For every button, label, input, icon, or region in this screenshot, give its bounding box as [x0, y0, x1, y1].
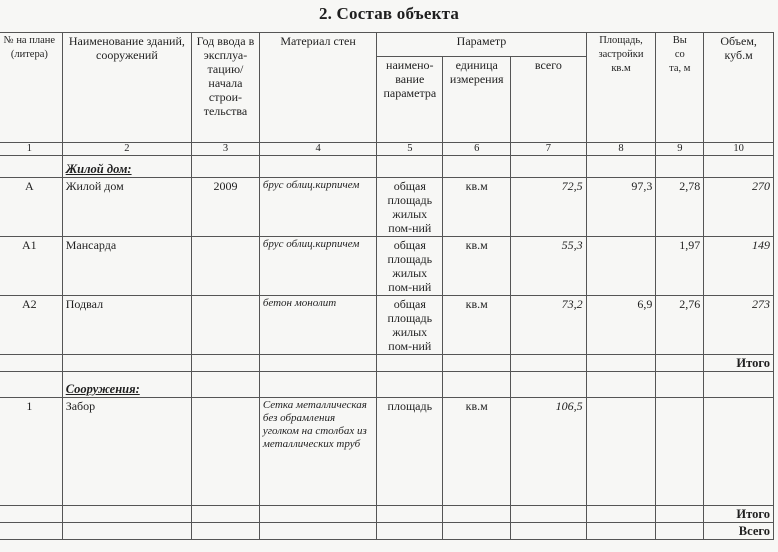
col-num-7: 7	[511, 143, 586, 156]
cell-height: 2,76	[656, 296, 704, 355]
column-number-row	[0, 143, 774, 156]
cell-name: Жилой дом	[62, 178, 191, 237]
itogo-row-structures	[0, 506, 774, 523]
cell-total: 55,3	[511, 237, 586, 296]
header-plan-number: № на плане (литера)	[0, 33, 62, 143]
table-row	[0, 296, 774, 355]
cell-total: 72,5	[511, 178, 586, 237]
cell-area	[586, 237, 656, 296]
col-num-1: 1	[0, 143, 62, 156]
header-row-1	[0, 33, 774, 57]
cell-unit: кв.м	[443, 398, 511, 506]
cell-volume: 149	[704, 237, 774, 296]
section-title-structures: Сооружения:	[62, 372, 191, 398]
cell-year	[192, 296, 260, 355]
cell-material: Сетка металлическая без обрамления уголком на столбах из металлических труб	[259, 398, 377, 506]
cell-unit: кв.м	[443, 296, 511, 355]
cell-name: Забор	[62, 398, 191, 506]
header-name: Наименование зданий, сооружений	[62, 33, 191, 143]
col-num-3: 3	[192, 143, 260, 156]
header-build-area: Площадь, застройки кв.м	[586, 33, 656, 143]
cell-unit: кв.м	[443, 237, 511, 296]
cell-material: брус облиц.кирпичем	[259, 237, 377, 296]
cell-param-name: общая площадь жилых пом-ний	[377, 237, 443, 296]
cell-volume	[704, 398, 774, 506]
cell-name: Мансарда	[62, 237, 191, 296]
cell-area	[586, 398, 656, 506]
header-year: Год ввода в эксплуа-тацию/ начала строи-тельства	[192, 33, 260, 143]
cell-total: 73,2	[511, 296, 586, 355]
col-num-6: 6	[443, 143, 511, 156]
object-composition-table	[0, 32, 774, 540]
section-row-residential	[0, 156, 774, 178]
cell-param-name: общая площадь жилых пом-ний	[377, 296, 443, 355]
col-num-4: 4	[259, 143, 377, 156]
header-param-unit: единица измерения	[443, 57, 511, 143]
table-row	[0, 237, 774, 296]
cell-param-name: общая площадь жилых пом-ний	[377, 178, 443, 237]
header-parameter: Параметр	[377, 33, 586, 57]
header-material: Материал стен	[259, 33, 377, 143]
cell-area: 6,9	[586, 296, 656, 355]
cell-unit: кв.м	[443, 178, 511, 237]
col-num-9: 9	[656, 143, 704, 156]
cell-material: брус облиц.кирпичем	[259, 178, 377, 237]
cell-year: 2009	[192, 178, 260, 237]
cell-height: 2,78	[656, 178, 704, 237]
header-height: Вы со та, м	[656, 33, 704, 143]
header-param-total: всего	[511, 57, 586, 143]
vsego-row	[0, 523, 774, 540]
itogo-label-residential: Итого	[704, 355, 774, 372]
section-title-residential: Жилой дом:	[62, 156, 191, 178]
cell-height: 1,97	[656, 237, 704, 296]
cell-volume: 270	[704, 178, 774, 237]
cell-lit: А2	[0, 296, 62, 355]
header-volume: Объем, куб.м	[704, 33, 774, 143]
cell-param-name: площадь	[377, 398, 443, 506]
cell-total: 106,5	[511, 398, 586, 506]
col-num-8: 8	[586, 143, 656, 156]
vsego-label: Всего	[704, 523, 774, 540]
cell-lit: А1	[0, 237, 62, 296]
col-num-10: 10	[704, 143, 774, 156]
itogo-row-residential	[0, 355, 774, 372]
itogo-label-structures: Итого	[704, 506, 774, 523]
cell-name: Подвал	[62, 296, 191, 355]
section-row-structures	[0, 372, 774, 398]
col-num-2: 2	[62, 143, 191, 156]
page-title: 2. Состав объекта	[318, 4, 460, 23]
header-param-name: наимено-вание параметра	[377, 57, 443, 143]
cell-year	[192, 398, 260, 506]
cell-height	[656, 398, 704, 506]
cell-lit: А	[0, 178, 62, 237]
cell-lit: 1	[0, 398, 62, 506]
cell-material: бетон монолит	[259, 296, 377, 355]
cell-year	[192, 237, 260, 296]
col-num-5: 5	[377, 143, 443, 156]
cell-area: 97,3	[586, 178, 656, 237]
cell-volume: 273	[704, 296, 774, 355]
table-row	[0, 178, 774, 237]
table-row	[0, 398, 774, 506]
